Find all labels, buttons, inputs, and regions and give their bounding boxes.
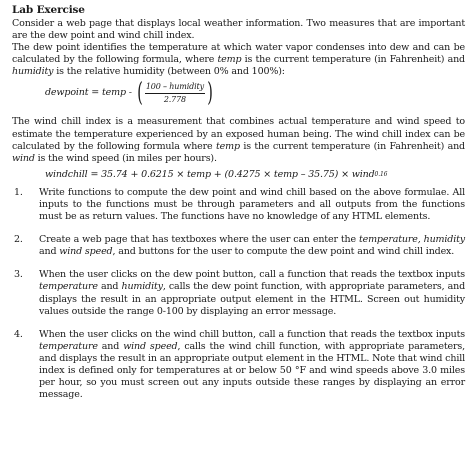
text-run: Create a web page that has textboxes where the user can enter the xyxy=(39,234,359,246)
left-paren: ( xyxy=(137,78,143,109)
text-run: is the current temperature (in Fahrenheit) and xyxy=(241,54,465,66)
windchill-formula-main: windchill = 35.74 + 0.6215 × temp + (0.4275 × temp – 35.75) × wind xyxy=(45,168,375,180)
list-item xyxy=(12,187,465,223)
list-item-number: 1. xyxy=(14,186,23,198)
intro-paragraph: Consider a web page that displays local weather information. Two measures that are important are the dew point and wind chill index. xyxy=(12,18,465,42)
text-run: When the user clicks on the dew point button, call a function that reads the textbox inputs xyxy=(39,269,465,281)
windchill-formula-exponent: 0.16 xyxy=(374,170,388,178)
term-wind: wind xyxy=(12,152,35,164)
fraction-body xyxy=(145,82,205,105)
windchill-description xyxy=(12,116,465,164)
list-item xyxy=(12,269,465,317)
term-temp: temp xyxy=(217,54,242,66)
text-run: When the user clicks on the wind chill button, call a function that reads the textbox inputs xyxy=(39,328,465,340)
text-run: and xyxy=(97,340,124,352)
text-run: is the wind speed (in miles per hours). xyxy=(34,152,217,164)
dewpoint-formula xyxy=(45,78,465,108)
term-temp: temp xyxy=(215,140,240,152)
dewpoint-formula-lhs: dewpoint = temp - xyxy=(45,87,132,99)
list-item-text: Write functions to compute the dew point and wind chill based on the above formulae. All inputs to the functions must be through parameters and all outputs from the functions must be as return values. The functions have no knowledge of any HTML elements. xyxy=(39,186,465,223)
text-run: The wind chill index is a measurement that combines actual temperature and wind speed to estimate the temperature experienced by an exposed human being. The wind chill index can be calculated by the following formula where xyxy=(12,116,465,152)
list-item-number: 3. xyxy=(14,269,23,281)
term-emphasis: temperature xyxy=(39,281,98,293)
fraction-numerator: 100 – humidity xyxy=(145,82,205,94)
text-run: , and buttons for the user to compute the dew point and wind chill index. xyxy=(112,246,455,258)
document-title: Lab Exercise xyxy=(12,4,85,16)
term-humidity: humidity xyxy=(12,66,54,78)
text-run: , calls the wind chill function, with appropriate parameters, and displays the result in an appropriate output element in the HTML. Note that wind chill index is defined only for temperatures at or below 50 °F and wind speeds above 3.0 miles per hour, so you must screen out any inputs outside these ranges by displaying an error message. xyxy=(39,340,465,401)
term-emphasis: temperature xyxy=(39,340,98,352)
fraction-denominator: 2.778 xyxy=(163,94,186,104)
list-item xyxy=(12,329,465,402)
text-run: , calls the dew point function, with appropriate parameters, and displays the result in an appropriate output element in the HTML. Screen out humidity values outside the range 0-100 by displaying an error message. xyxy=(39,281,465,317)
term-emphasis: wind speed xyxy=(59,246,113,258)
term-emphasis: humidity xyxy=(121,281,163,293)
list-item-text xyxy=(39,234,465,258)
text-run: is the current temperature (in Fahrenheit) and xyxy=(239,140,465,152)
term-emphasis: temperature, humidity xyxy=(358,234,465,246)
task-list xyxy=(12,187,465,401)
list-item-text xyxy=(39,269,465,317)
text-run: The dew point identifies the temperature at which water vapor condenses into dew and can be calculated by the following formula, where xyxy=(12,42,465,66)
dewpoint-fraction xyxy=(135,78,215,109)
list-item-text xyxy=(39,329,465,402)
right-paren: ) xyxy=(207,78,213,109)
dewpoint-description xyxy=(12,42,465,78)
list-item xyxy=(12,234,465,258)
list-item-number: 2. xyxy=(14,234,23,246)
windchill-formula xyxy=(45,165,465,185)
list-item-number: 4. xyxy=(14,328,23,340)
text-run: is the relative humidity (between 0% and 100%): xyxy=(53,66,285,78)
text-run: and xyxy=(97,281,122,293)
term-emphasis: wind speed xyxy=(123,340,178,352)
text-run: and xyxy=(39,246,60,258)
